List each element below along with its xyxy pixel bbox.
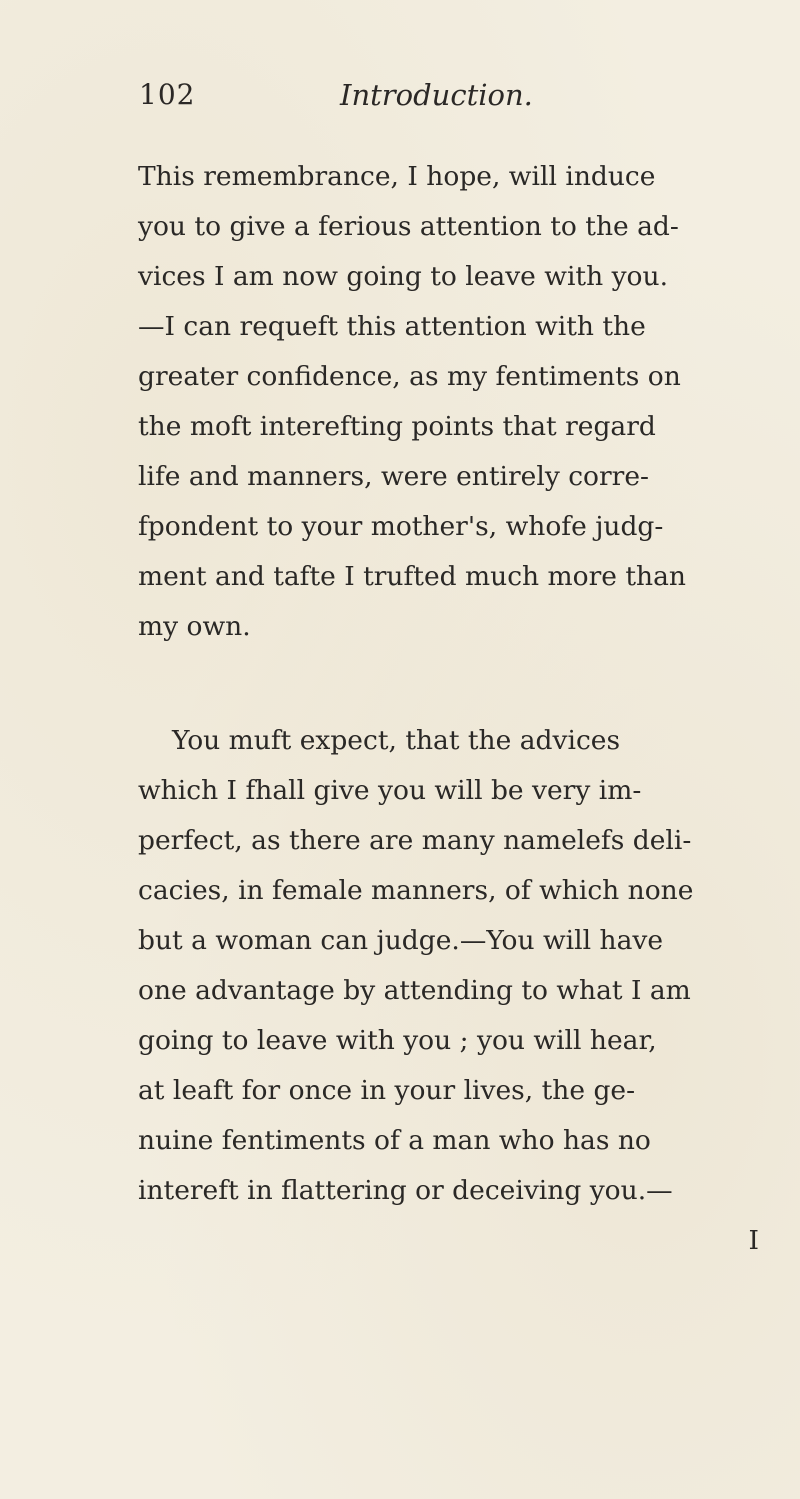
- text-line: perfect, as there are many namelefs deli-: [138, 825, 692, 856]
- text-line: greater confidence, as my fentiments on: [138, 361, 681, 392]
- text-line: which I fhall give you will be very im-: [138, 775, 642, 806]
- text-line: You muft expect, that the advices: [172, 725, 621, 756]
- text-line: intereft in flattering or deceiving you.—: [138, 1175, 673, 1206]
- text-line: at leaft for once in your lives, the ge-: [138, 1075, 636, 1106]
- catchword: I: [748, 1225, 759, 1256]
- text-line: This remembrance, I hope, will induce: [138, 161, 656, 192]
- paragraph-2: [138, 716, 778, 1216]
- text-line: my own.: [138, 611, 251, 642]
- running-head: Introduction.: [340, 78, 533, 112]
- text-line: ment and tafte I trufted much more than: [138, 561, 686, 592]
- body-text: [138, 152, 778, 1266]
- text-line: cacies, in female manners, of which none: [138, 875, 694, 906]
- text-line: vices I am now going to leave with you.: [138, 261, 668, 292]
- text-line: going to leave with you ; you will hear,: [138, 1025, 657, 1056]
- text-line: but a woman can judge.—You will have: [138, 925, 664, 956]
- text-line: the moft interefting points that regard: [138, 411, 656, 442]
- text-line: life and manners, were entirely corre-: [138, 461, 649, 492]
- text-line: fpondent to your mother's, whofe judg-: [138, 511, 664, 542]
- paragraph-gap: [138, 652, 778, 716]
- paragraph-1: [138, 152, 778, 652]
- text-line: you to give a ferious attention to the ad-: [138, 211, 679, 242]
- page-header: [139, 78, 699, 118]
- text-line: —I can requeft this attention with the: [138, 311, 646, 342]
- page-number: 102: [139, 78, 196, 111]
- text-line: nuine fentiments of a man who has no: [138, 1125, 651, 1156]
- text-line: one advantage by attending to what I am: [138, 975, 691, 1006]
